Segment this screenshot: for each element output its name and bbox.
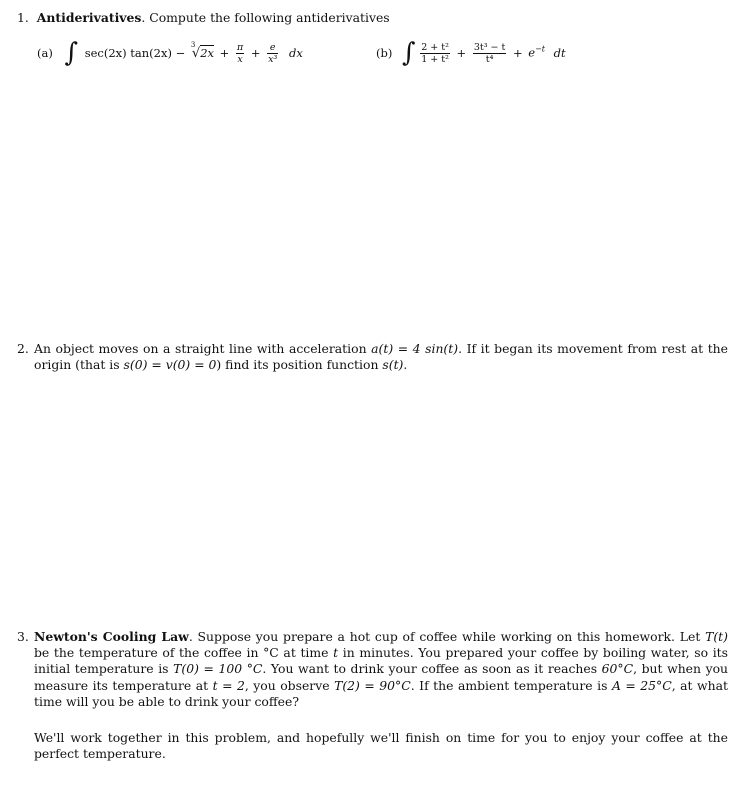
part-a-f1-num: π (236, 42, 244, 53)
part-b (376, 37, 566, 68)
q3-time-variable: t (333, 645, 339, 661)
question-3-followup: We'll work together in this problem, and hopefully we'll finish on time for you to enjoy your coffee at the perfect temperature. (34, 730, 728, 762)
part-a-term1: sec(2x) tan(2x) − (84, 45, 186, 60)
question-1-heading (17, 10, 390, 25)
question-1-title: Antiderivatives (36, 10, 142, 25)
part-b-exp-base: e (528, 45, 536, 60)
part-b-exp-power: −t (535, 44, 546, 54)
q3-s2: be the temperature of the coffee in °C at time (34, 645, 334, 661)
part-b-f1-den: 1 + t² (421, 54, 449, 65)
question-2-text (34, 341, 728, 373)
question-3-number: 3. (17, 629, 29, 644)
question-3-text (34, 629, 728, 710)
part-a-root (190, 40, 218, 61)
q3-measure-time: t = 2 (212, 677, 245, 693)
part-b-label: (b) (376, 45, 393, 60)
part-b-fraction-2 (473, 42, 507, 65)
part-a-differential: dx (288, 45, 303, 60)
q3-target-temperature: 60°C (601, 661, 634, 677)
part-b-integral-sign: ∫ (402, 37, 416, 68)
q2-acceleration: a(t) = 4 sin(t) (371, 341, 459, 356)
question-2-number: 2. (17, 341, 29, 356)
part-a-plus1: + (219, 45, 230, 60)
part-b-f1-num: 2 + t² (421, 42, 449, 53)
question-1-number: 1. (17, 10, 29, 25)
part-a-integral-sign: ∫ (64, 37, 79, 68)
part-a-label: (a) (37, 45, 53, 60)
part-a (37, 37, 303, 68)
part-a-f2-num: e (267, 42, 278, 54)
q2-text-d: . (403, 357, 408, 373)
part-a-fraction-pi-over-x (236, 42, 244, 65)
part-b-plus2: + (512, 45, 523, 60)
part-b-f2-den: t⁴ (485, 54, 494, 65)
q2-text-b: . If it began its movement from rest at the origin (that is (34, 341, 728, 373)
part-a-root-index: 3 (190, 40, 196, 49)
part-b-differential: dt (553, 45, 566, 60)
part-a-f1-den: x (237, 54, 243, 65)
q3-ambient-temperature: A = 25°C (611, 677, 672, 693)
q3-initial-temperature: T(0) = 100 °C (173, 661, 263, 677)
q3-title: Newton's Cooling Law (34, 629, 189, 644)
q2-text-c: ) find its position function (216, 357, 383, 373)
part-a-plus2: + (250, 45, 261, 60)
q2-initial-conditions: s(0) = v(0) = 0 (123, 357, 217, 373)
q3-s5: , but when you measure its temperature at (34, 661, 729, 693)
part-a-root-symbol: √ (191, 45, 201, 61)
q3-s8: , at what time will you be able to drink your coffee? (34, 677, 728, 709)
part-b-plus1: + (456, 45, 467, 60)
part-a-f2-den: x³ (268, 54, 278, 65)
q3-s7: . If the ambient temperature is (410, 677, 612, 693)
part-a-fraction-e-over-x3 (267, 42, 278, 65)
question-1-intro: . Compute the following antiderivatives (141, 10, 390, 25)
q3-s1: . Suppose you prepare a hot cup of coffee while working on this homework. Let (188, 629, 706, 644)
q3-s3: in minutes. You prepared your coffee by boiling water, so its initial temperature is (34, 645, 728, 677)
part-b-fraction-1 (420, 42, 450, 65)
part-b-f2-num: 3t³ − t (473, 42, 506, 53)
q3-s4: . You want to drink your coffee as soon as it reaches (262, 661, 602, 677)
part-a-root-arg: 2x (200, 45, 214, 60)
q3-s6: , you observe (244, 677, 335, 693)
q3-measured-temperature: T(2) = 90°C (334, 677, 411, 693)
q3-temperature-function: T(t) (705, 629, 728, 644)
q2-position-function: s(t) (382, 357, 404, 373)
q2-text-a: An object moves on a straight line with acceleration (34, 341, 372, 356)
